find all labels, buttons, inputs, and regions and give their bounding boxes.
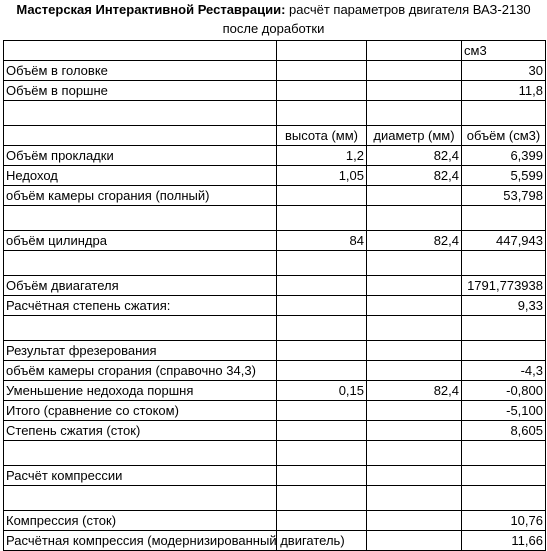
table-row [4,101,546,126]
value-cell[interactable] [367,41,462,61]
value-cell[interactable] [462,251,546,276]
table-row [4,186,546,206]
value-cell[interactable] [367,511,462,531]
value-cell[interactable]: 1,05 [277,166,367,186]
value-cell[interactable]: высота (мм) [277,126,367,146]
value-cell[interactable] [462,466,546,486]
value-cell[interactable]: 53,798 [462,186,546,206]
table-row [4,81,546,101]
value-cell[interactable] [277,401,367,421]
value-cell[interactable] [277,251,367,276]
table-row [4,146,546,166]
value-cell[interactable] [367,531,462,551]
value-cell[interactable] [367,61,462,81]
value-cell[interactable] [367,421,462,441]
title-bold: Мастерская Интерактивной Реставрации: [16,2,286,17]
table-row [4,466,546,486]
value-cell[interactable] [462,316,546,341]
row-label-cell[interactable]: Расчётная степень сжатия: [4,296,277,316]
table-row [4,316,546,341]
value-cell[interactable]: 6,399 [462,146,546,166]
value-cell[interactable] [277,296,367,316]
value-cell[interactable] [277,61,367,81]
row-label-cell[interactable]: Компрессия (сток) [4,511,277,531]
row-label-cell[interactable] [4,41,277,61]
value-cell[interactable]: 84 [277,231,367,251]
table-row [4,41,546,61]
value-cell[interactable]: 9,33 [462,296,546,316]
title-line-1 [0,0,547,19]
value-cell[interactable] [367,251,462,276]
value-cell[interactable]: 5,599 [462,166,546,186]
value-cell[interactable]: 11,66 [462,531,546,551]
value-cell[interactable] [462,441,546,466]
value-cell[interactable] [277,206,367,231]
value-cell[interactable]: 82,4 [367,231,462,251]
row-label-cell[interactable] [4,206,277,231]
table-row [4,361,546,381]
table-row [4,251,546,276]
value-cell[interactable]: 447,943 [462,231,546,251]
row-label-cell[interactable]: Итого (сравнение со стоком) [4,401,277,421]
value-cell[interactable] [277,486,367,511]
value-cell[interactable] [277,361,367,381]
value-cell[interactable] [277,41,367,61]
row-label-cell[interactable]: Уменьшение недохода поршня [4,381,277,401]
value-cell[interactable] [367,441,462,466]
value-cell[interactable] [367,361,462,381]
value-cell[interactable]: диаметр (мм) [367,126,462,146]
value-cell[interactable] [367,341,462,361]
table-row [4,296,546,316]
value-cell[interactable]: 0,15 [277,381,367,401]
value-cell[interactable]: 1,2 [277,146,367,166]
value-cell[interactable]: 82,4 [367,166,462,186]
row-label-cell[interactable] [4,101,277,126]
row-label-cell[interactable] [4,316,277,341]
row-label-cell[interactable]: Результат фрезерования [4,341,277,361]
value-cell[interactable]: 30 [462,61,546,81]
row-label-cell[interactable]: Расчётная компрессия (модернизированный двигатель) [4,531,277,551]
value-cell[interactable] [367,101,462,126]
value-cell[interactable] [462,486,546,511]
value-cell[interactable] [277,276,367,296]
value-cell[interactable] [367,81,462,101]
table-row [4,381,546,401]
value-cell[interactable] [462,206,546,231]
row-label-cell[interactable]: объём цилиндра [4,231,277,251]
value-cell[interactable] [462,341,546,361]
value-cell[interactable] [367,296,462,316]
row-label-cell[interactable]: объём камеры сгорания (справочно 34,3) [4,361,277,381]
table-row [4,61,546,81]
table-row [4,531,546,551]
value-cell[interactable]: 10,76 [462,511,546,531]
value-cell[interactable] [277,101,367,126]
value-cell[interactable]: объём (см3) [462,126,546,146]
value-cell[interactable] [277,466,367,486]
row-label-cell[interactable] [4,251,277,276]
table-row [4,166,546,186]
value-cell[interactable] [462,101,546,126]
table-row [4,276,546,296]
value-cell[interactable] [277,421,367,441]
calculation-table [3,40,546,551]
value-cell[interactable]: 82,4 [367,146,462,166]
value-cell[interactable] [367,186,462,206]
value-cell[interactable] [367,401,462,421]
value-cell[interactable]: 1791,773938 [462,276,546,296]
value-cell[interactable] [367,316,462,341]
row-label-cell[interactable]: Объём двиагателя [4,276,277,296]
table-row [4,486,546,511]
table-row [4,231,546,251]
value-cell[interactable] [367,466,462,486]
value-cell[interactable]: 82,4 [367,381,462,401]
table-row [4,401,546,421]
table-row [4,421,546,441]
value-cell[interactable] [277,316,367,341]
row-label-cell[interactable] [4,126,277,146]
value-cell[interactable] [277,81,367,101]
sheet-title [0,0,547,40]
table-row [4,441,546,466]
table-row [4,511,546,531]
row-label-cell[interactable]: объём камеры сгорания (полный) [4,186,277,206]
row-label-cell[interactable]: Объём в головке [4,61,277,81]
value-cell[interactable]: 8,605 [462,421,546,441]
value-cell[interactable]: 11,8 [462,81,546,101]
table-body [4,41,546,551]
table-row [4,126,546,146]
row-label-cell[interactable]: Степень сжатия (сток) [4,421,277,441]
table-row [4,341,546,361]
value-cell[interactable] [367,486,462,511]
value-cell[interactable] [367,276,462,296]
value-cell[interactable] [367,206,462,231]
value-cell[interactable]: -4,3 [462,361,546,381]
value-cell[interactable] [277,341,367,361]
row-label-cell[interactable]: Объём прокладки [4,146,277,166]
value-cell[interactable]: -0,800 [462,381,546,401]
value-cell[interactable]: -5,100 [462,401,546,421]
row-label-cell[interactable]: Объём в поршне [4,81,277,101]
title-rest: расчёт параметров двигателя ВАЗ-2130 [285,2,531,17]
row-label-cell[interactable] [4,486,277,511]
value-cell[interactable] [277,441,367,466]
title-line-2: после доработки [222,21,325,36]
value-cell[interactable] [277,511,367,531]
row-label-cell[interactable]: Недоход [4,166,277,186]
row-label-cell[interactable]: Расчёт компрессии [4,466,277,486]
table-row [4,206,546,231]
value-cell[interactable]: см3 [462,41,546,61]
row-label-cell[interactable] [4,441,277,466]
value-cell[interactable] [277,186,367,206]
